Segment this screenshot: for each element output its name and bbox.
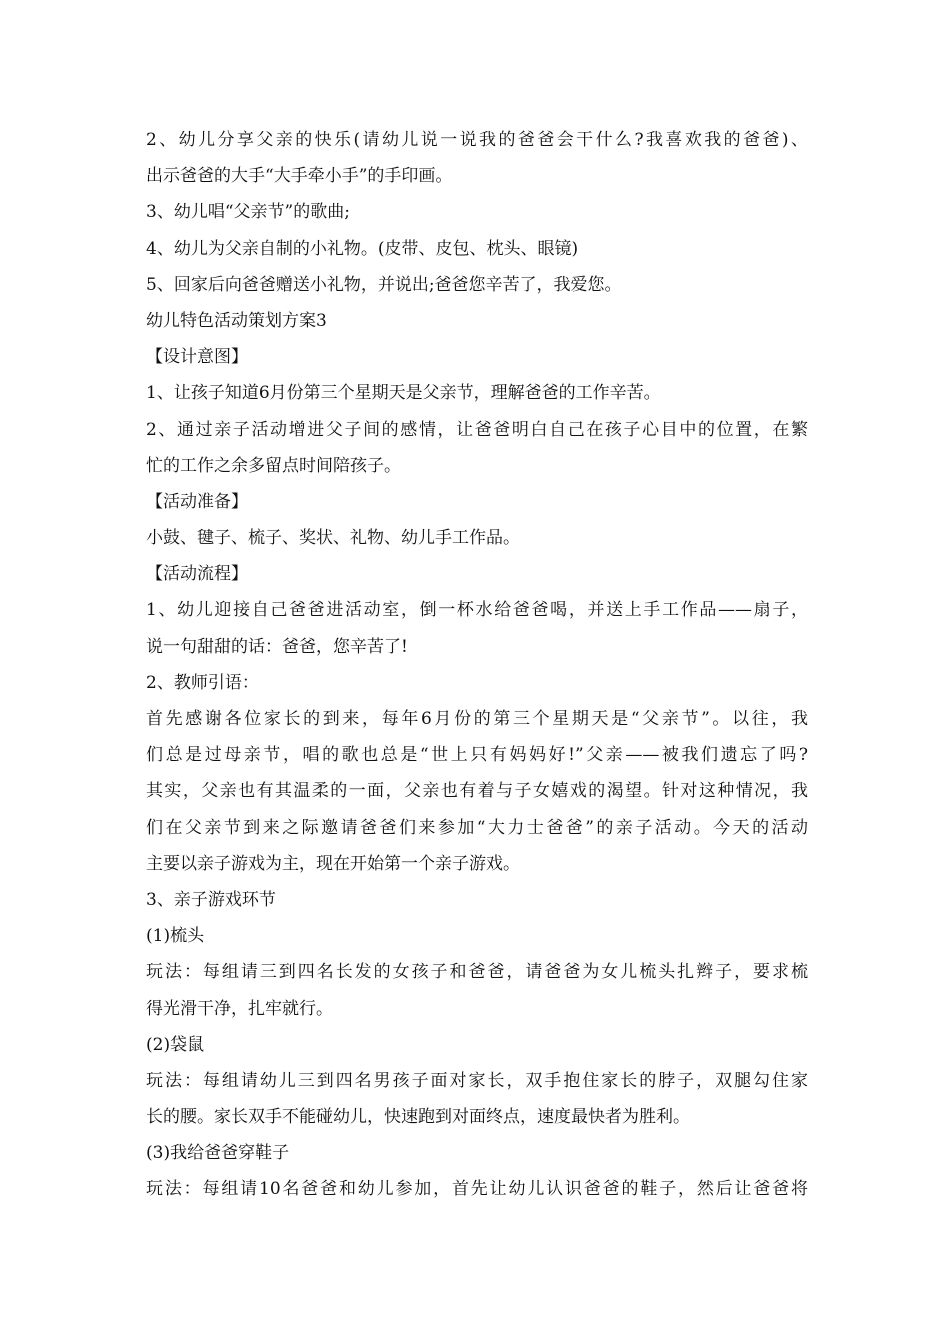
paragraph-line: 说一句甜甜的话：爸爸，您辛苦了! — [146, 636, 408, 657]
paragraph-line: (3)我给爸爸穿鞋子 — [146, 1143, 290, 1164]
paragraph-line: 其实，父亲也有其温柔的一面，父亲也有着与子女嬉戏的渴望。针对这种情况，我 — [146, 781, 808, 802]
paragraph-line: 得光滑干净，扎牢就行。 — [146, 998, 333, 1019]
paragraph-line: 1、幼儿迎接自己爸爸进活动室，倒一杯水给爸爸喝，并送上手工作品——扇子， — [146, 600, 808, 621]
section-heading: 【设计意图】 — [146, 347, 248, 368]
paragraph-line: 主要以亲子游戏为主，现在开始第一个亲子游戏。 — [146, 853, 520, 874]
section-heading: 【活动准备】 — [146, 491, 248, 512]
paragraph-line: 5、回家后向爸爸赠送小礼物，并说出;爸爸您辛苦了，我爱您。 — [146, 274, 622, 295]
paragraph-line: 玩法：每组请10名爸爸和幼儿参加，首先让幼儿认识爸爸的鞋子，然后让爸爸将 — [146, 1179, 808, 1200]
paragraph-line: 小鼓、毽子、梳子、奖状、礼物、幼儿手工作品。 — [146, 528, 520, 549]
paragraph-line: 2、幼儿分享父亲的快乐(请幼儿说一说我的爸爸会干什么?我喜欢我的爸爸)、 — [146, 130, 808, 150]
paragraph-line: 1、让孩子知道6月份第三个星期天是父亲节，理解爸爸的工作辛苦。 — [146, 383, 661, 404]
document-page — [146, 122, 808, 1208]
paragraph-line: 忙的工作之余多留点时间陪孩子。 — [146, 455, 401, 476]
paragraph-line: 3、幼儿唱“父亲节”的歌曲; — [146, 202, 350, 223]
section-title: 幼儿特色活动策划方案3 — [146, 310, 327, 331]
section-heading: 【活动流程】 — [146, 564, 248, 585]
paragraph-line: 玩法：每组请三到四名长发的女孩子和爸爸，请爸爸为女儿梳头扎辫子，要求梳 — [146, 962, 808, 983]
paragraph-line: 4、幼儿为父亲自制的小礼物。(皮带、皮包、枕头、眼镜) — [146, 238, 579, 259]
paragraph-line: (1)梳头 — [146, 926, 205, 947]
paragraph-line: 首先感谢各位家长的到来，每年6月份的第三个星期天是“父亲节”。以往，我 — [146, 709, 808, 729]
paragraph-line: 出示爸爸的大手“大手牵小手”的手印画。 — [146, 166, 453, 187]
paragraph-line: (2)袋鼠 — [146, 1034, 205, 1055]
paragraph-line: 玩法：每组请幼儿三到四名男孩子面对家长，双手抱住家长的脖子，双腿勾住家 — [146, 1070, 808, 1091]
paragraph-line: 2、通过亲子活动增进父子间的感情，让爸爸明白自己在孩子心目中的位置，在繁 — [146, 419, 808, 440]
paragraph-line: 长的腰。家长双手不能碰幼儿，快速跑到对面终点，速度最快者为胜利。 — [146, 1107, 690, 1128]
paragraph-line: 们在父亲节到来之际邀请爸爸们来参加“大力士爸爸”的亲子活动。今天的活动 — [146, 817, 808, 838]
paragraph-line: 们总是过母亲节，唱的歌也总是“世上只有妈妈好!”父亲——被我们遗忘了吗? — [146, 745, 808, 766]
paragraph-line: 2、教师引语： — [146, 672, 259, 693]
paragraph-line: 3、亲子游戏环节 — [146, 889, 276, 910]
